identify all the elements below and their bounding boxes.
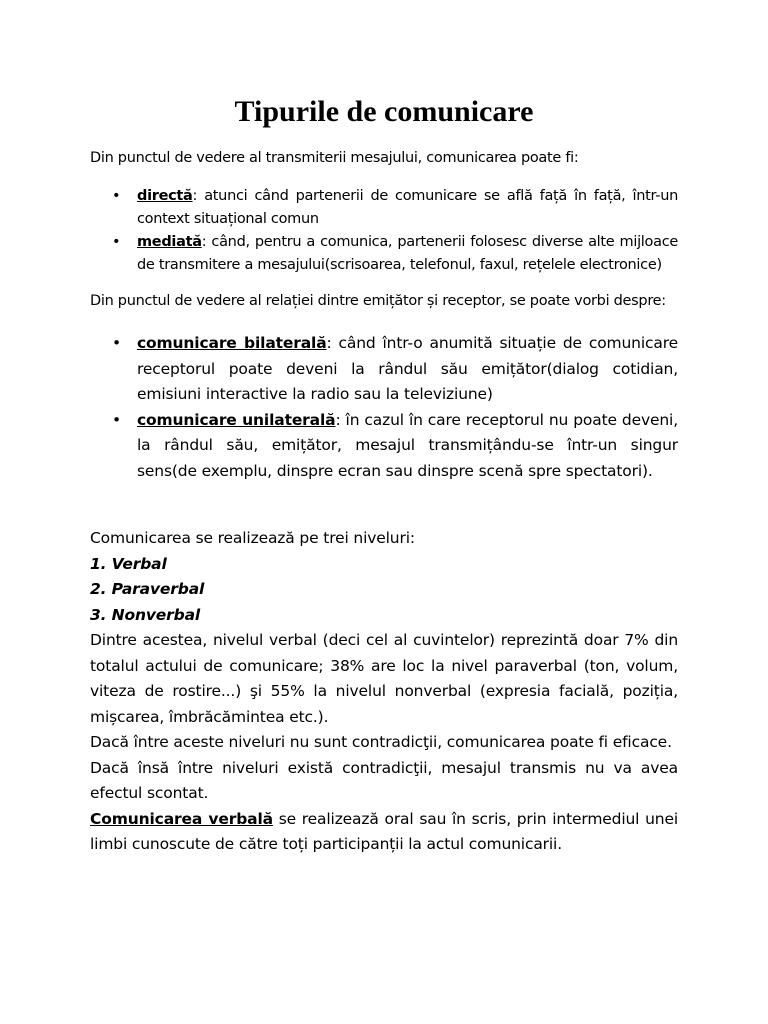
level-item: 2. Paraverbal — [90, 580, 205, 598]
term-unilateral: comunicare unilaterală — [137, 410, 336, 429]
body-text — [90, 526, 678, 858]
list-item-text: : când, pentru a comunica, partenerii folosesc diverse alte mijloace de transmitere a mesajului(scrisoarea, telefonul, faxul, rețelele electronice) — [137, 234, 678, 273]
list-item-text: : atunci când partenerii de comunicare se află față în față, într-un context situațional comun — [137, 188, 678, 227]
term-verbal-communication: Comunicarea verbală — [90, 809, 273, 828]
list-item-text: : în cazul în care receptorul nu poate deveni, la rândul său, emițător, mesajul transmițându-se într-un singur sens(de exemplu, dinspre ecran sau dinspre scenă spre spectatori). — [137, 410, 678, 480]
level-item: 3. Nonverbal — [90, 605, 201, 624]
section1-list — [137, 185, 678, 277]
term-bilateral: comunicare bilaterală — [137, 334, 327, 352]
paragraph-verbal: Comunicarea verbală se realizează oral sau în scris, prin intermediul unei limbi cunoscute de către toți participanții la actul comunicarii. — [90, 809, 678, 853]
section2-list — [137, 331, 678, 484]
paragraph: Dacă însă între niveluri există contradicţii, mesajul transmis nu va avea efectul scontat. — [90, 758, 678, 802]
term-direct: directă — [137, 188, 193, 204]
levels-intro: Comunicarea se realizează pe trei niveluri: — [90, 529, 415, 547]
term-mediated: mediată — [137, 234, 202, 250]
list-item — [137, 231, 678, 277]
page-title: Tipurile de comunicare — [234, 95, 534, 128]
list-item-text: : când într-o anumită situație de comunicare receptorul poate deveni la rândul său emițător(dialog cotidian, emisiuni interactive la radio sau la televiziune) — [137, 334, 678, 403]
paragraph: Dintre acestea, nivelul verbal (deci cel al cuvintelor) reprezintă doar 7% din totalul actului de comunicare; 38% are loc la nivel paraverbal (ton, volum, viteza de rostire...) şi 55% la nivelul nonverbal (expresia facială, poziția, mișcarea, îmbrăcămintea etc.). — [90, 631, 678, 726]
section2-intro: Din punctul de vedere al relației dintre emițător și receptor, se poate vorbi despre: — [90, 293, 666, 309]
list-item — [137, 331, 678, 408]
paragraph: Dacă între aceste niveluri nu sunt contradicţii, comunicarea poate fi eficace. — [90, 733, 672, 751]
level-item: 1. Verbal — [90, 554, 167, 573]
list-item — [137, 185, 678, 231]
section1-intro: Din punctul de vedere al transmiterii mesajului, comunicarea poate fi: — [90, 150, 579, 166]
list-item — [137, 408, 678, 485]
